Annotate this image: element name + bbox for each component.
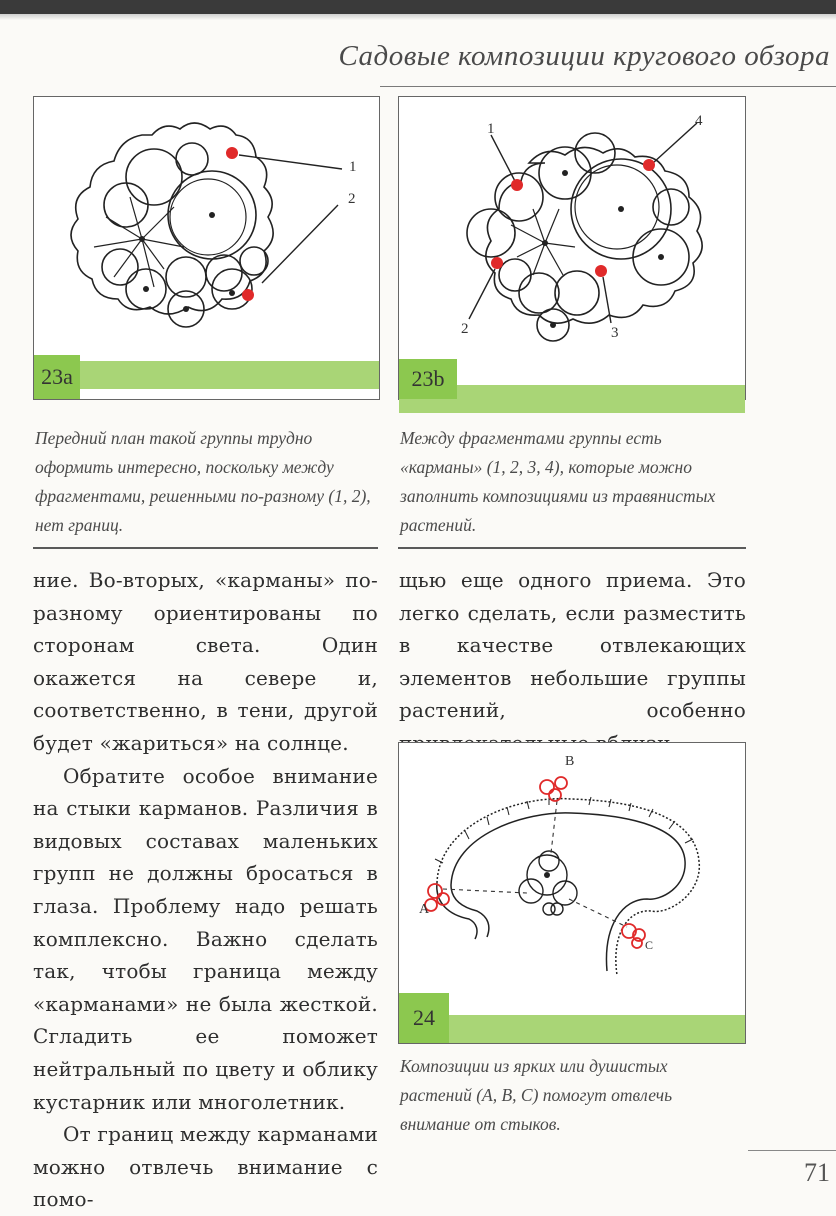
caption-23b: Между фрагментами группы есть «карманы» (1, 2, 3, 4), которые можно заполнить композициями из травянистых растений. — [400, 428, 716, 535]
top-edge-bar — [0, 0, 836, 14]
page-number: 71 — [804, 1158, 830, 1187]
figure-23b-label-1: 1 — [487, 121, 495, 137]
caption-24: Композиции из ярких или душистых растений (А, В, С) помогут отвлечь внимание от стыков. — [400, 1056, 673, 1134]
figure-24 — [398, 742, 746, 1044]
figure-23b-tag: 23b — [399, 359, 457, 399]
figure-23a-drawing — [34, 97, 379, 399]
body-paragraph: От границ между карманами можно отвлечь внимание с помо- — [33, 1122, 378, 1212]
page-number-rule — [748, 1150, 836, 1151]
body-column-left — [33, 564, 378, 1216]
caption-rule-right — [398, 547, 746, 549]
body-column-right — [399, 564, 746, 760]
figure-23a — [33, 96, 380, 400]
figure-23a-bar — [34, 361, 379, 389]
figure-24-label-c: C — [645, 938, 654, 952]
figure-23a-label-1: 1 — [349, 159, 357, 175]
figure-23b-label-4: 4 — [695, 113, 703, 129]
header-rule — [380, 86, 836, 87]
figure-24-bar — [399, 1015, 745, 1043]
figure-23b — [398, 96, 746, 400]
caption-23a: Передний план такой группы трудно оформить интересно, поскольку между фрагментами, решенными по-разному (1, 2), нет границ. — [35, 428, 371, 535]
figure-24-label-b: B — [565, 754, 575, 769]
figure-24-drawing — [399, 743, 745, 1043]
figure-23a-tag: 23a — [34, 355, 80, 399]
body-paragraph: Обратите особое внимание на стыки карманов. Различия в видовых составах маленьких групп не должны бросаться в глаза. Проблему надо решать комплексно. Важно сделать так, чтобы граница между «карманами» не была жесткой. Сгладить ее поможет нейтральный по цвету и облику кустарник или многолетник. — [33, 763, 378, 1114]
running-header-title: Садовые композиции кругового обзора — [338, 40, 830, 72]
body-paragraph: ние. Во-вторых, «карманы» по-разному ориентированы по сторонам света. Один окажется на севере и, соответственно, в тени, другой будет «жариться» на солнце. — [33, 568, 378, 755]
figure-23b-drawing — [399, 97, 745, 399]
body-paragraph: щью еще одного приема. Это легко сделать, если разместить в качестве отвлекающих элементов небольшие группы растений, особенно — [399, 568, 746, 723]
figure-24-label-a: A — [419, 902, 430, 917]
figure-24-tag: 24 — [399, 993, 449, 1043]
caption-rule-left — [33, 547, 378, 549]
figure-23b-label-3: 3 — [611, 325, 619, 341]
figure-23a-label-2: 2 — [348, 191, 356, 207]
top-edge-shade — [0, 14, 836, 20]
figure-23b-label-2: 2 — [461, 321, 469, 337]
